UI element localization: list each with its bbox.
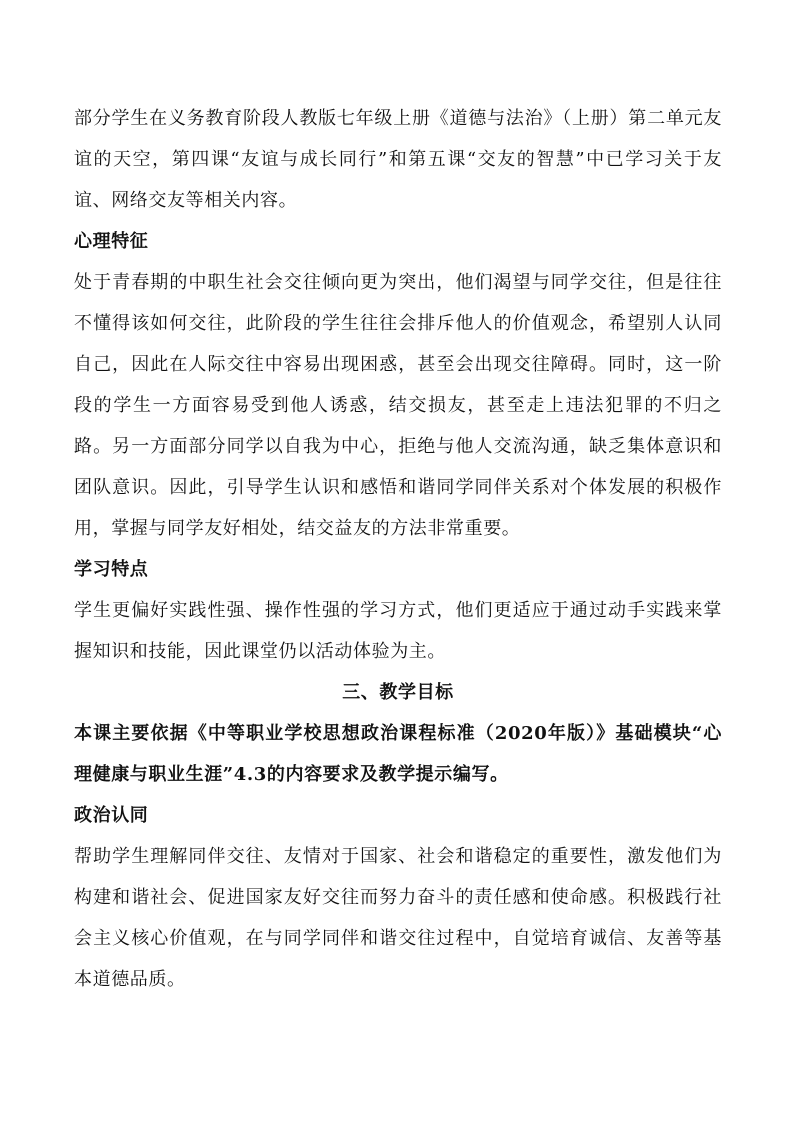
political-paragraph: 帮助学生理解同伴交往、友情对于国家、社会和谐稳定的重要性，激发他们为构建和谐社会、促进国家友好交往而努力奋斗的责任感和使命感。积极践行社会主义核心价值观，在与同学同伴和谐交往过程中，自觉培育诚信、友善等基本道德品质。	[74, 846, 722, 990]
section-title: 三、教学目标	[342, 682, 454, 703]
intro-paragraph: 部分学生在义务教育阶段人教版七年级上册《道德与法治》（上册）第二单元友谊的天空，第四课“友谊与成长同行”和第五课“交友的智慧”中已学习关于友谊、网络交友等相关内容。	[74, 108, 722, 211]
political-heading: 政治认同	[74, 805, 149, 826]
learning-heading: 学习特点	[74, 559, 149, 580]
basis-paragraph: 本课主要依据《中等职业学校思想政治课程标准（2020年版）》基础模块“心理健康与职业生涯”4.3的内容要求及教学提示编写。	[74, 723, 722, 785]
document-page	[74, 98, 722, 1000]
psych-heading: 心理特征	[74, 231, 149, 252]
learning-paragraph: 学生更偏好实践性强、操作性强的学习方式，他们更适应于通过动手实践来掌握知识和技能，因此课堂仍以活动体验为主。	[74, 600, 722, 662]
psych-paragraph: 处于青春期的中职生社会交往倾向更为突出，他们渴望与同学交往，但是往往不懂得该如何交往，此阶段的学生往往会排斥他人的价值观念，希望别人认同自己，因此在人际交往中容易出现困惑，甚至会出现交往障碍。同时，这一阶段的学生一方面容易受到他人诱惑，结交损友，甚至走上违法犯罪的不归之路。另一方面部分同学以自我为中心，拒绝与他人交流沟通，缺乏集体意识和团队意识。因此，引导学生认识和感悟和谐同学同伴关系对个体发展的积极作用，掌握与同学友好相处，结交益友的方法非常重要。	[74, 272, 722, 539]
